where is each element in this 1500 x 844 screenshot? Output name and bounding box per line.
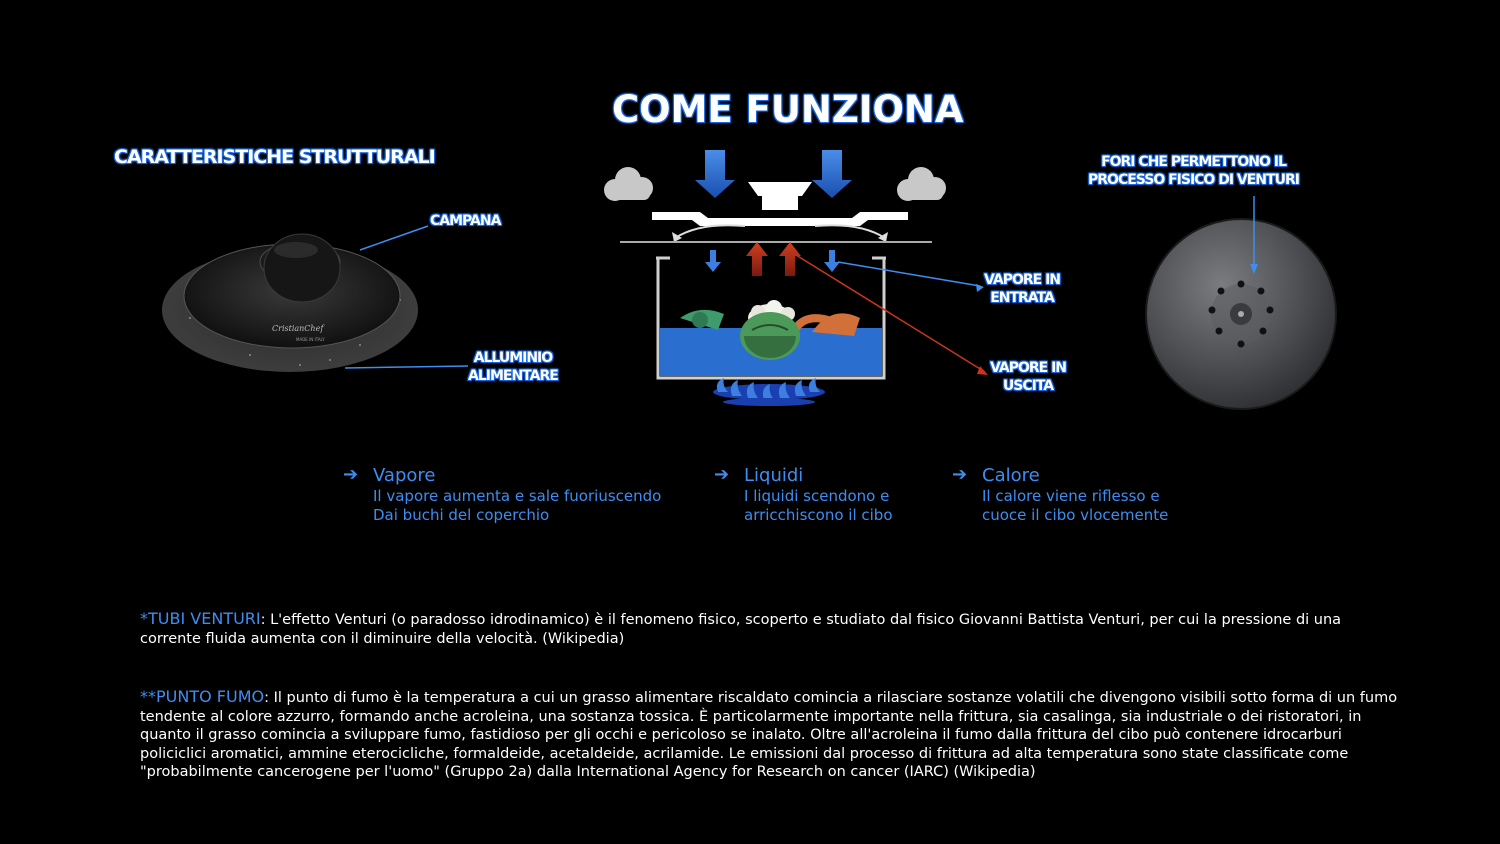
steam-outflow-arrow-left <box>746 242 768 276</box>
arrow-right-icon: ➔ <box>714 464 730 485</box>
cloud-icon-right <box>897 167 946 201</box>
cloud-icon-left <box>604 167 653 201</box>
arrow-right-icon: ➔ <box>952 464 968 485</box>
fori-venturi-label: FORI CHE PERMETTONO IL PROCESSO FISICO DI VENTURI <box>1088 154 1299 188</box>
lid-brand-text: CristianChef <box>272 324 324 333</box>
cooking-diagram <box>604 150 946 406</box>
legend-calore <box>952 464 1169 525</box>
air-inflow-arrow-right <box>812 150 852 198</box>
page-title: COME FUNZIONA <box>612 88 964 131</box>
lid-product-image <box>162 234 418 372</box>
arrow-right-icon: ➔ <box>343 464 359 485</box>
legend-line: Il vapore aumenta e sale fuoriuscendo <box>373 487 662 505</box>
note-punto-fumo <box>140 688 1405 782</box>
note-tubi-venturi <box>140 610 1405 648</box>
legend-line: Il calore viene riflesso e <box>982 487 1160 505</box>
legend-line: I liquidi scendono e <box>744 487 890 505</box>
legend-line: Dai buchi del coperchio <box>373 506 550 524</box>
diagram-lid-knob <box>748 182 812 196</box>
legend-liquidi <box>714 464 893 525</box>
structural-features-heading: CARATTERISTICHE STRUTTURALI <box>114 146 435 168</box>
vapore-entrata-pointer <box>838 262 980 286</box>
diagram-lid <box>652 212 908 226</box>
campana-label: CAMPANA <box>430 213 501 229</box>
legend-line: arricchiscono il cibo <box>744 506 893 524</box>
legend-line: cuoce il cibo vlocemente <box>982 506 1169 524</box>
legend-vapore <box>343 464 662 525</box>
alluminio-pointer <box>345 366 468 368</box>
air-inflow-arrow-left <box>695 150 735 198</box>
vapore-uscita-label: VAPORE IN USCITA <box>990 360 1067 394</box>
note-text: : L'effetto Venturi (o paradosso idrodinamico) è il fenomeno fisico, scoperto e studiato dal fisico Giovanni Battista Venturi, per cui la pressione di una corrente fluida aumenta con il diminuire della velocità. (Wikipedia) <box>140 612 1342 647</box>
lid-made-in-text: MADE IN ITALY <box>296 337 325 342</box>
campana-pointer <box>360 226 428 250</box>
note-term: **PUNTO FUMO <box>140 687 265 706</box>
legend-title: Vapore <box>373 465 436 486</box>
note-term: *TUBI VENTURI <box>140 609 261 628</box>
steam-outflow-arrow-right <box>779 242 801 276</box>
lid-top-view-image <box>1146 219 1336 409</box>
alluminio-label: ALLUMINIO ALIMENTARE <box>468 350 558 384</box>
legend-title: Calore <box>982 465 1040 486</box>
note-text: : Il punto di fumo è la temperatura a cui un grasso alimentare riscaldato comincia a rilasciare sostanze volatili che divengono visibili sotto forma di un fumo tendente al colore azzurro, formando anche acroleina, una sostanza tossica. È particolarmente importante nella frittura, sia casalinga, sia industriale o dei ristoratori, in quanto il grasso comincia a sviluppare fumo, fastidioso per gli occhi e pericoloso se inalato. Oltre all'acroleina il fumo dalla frittura del cibo può contenere idrocarburi policiclici aromatici, ammine eterocicliche, formaldeide, acetaldeide, acrilamide. Le emissioni dal processo di frittura ad alta temperatura sono state classificate come "probabilmente cancerogene per l'uomo" (Gruppo 2a) dalla International Agency for Research on cancer (IARC) (Wikipedia) <box>140 690 1398 780</box>
vapore-entrata-label: VAPORE IN ENTRATA <box>984 272 1061 306</box>
legend-title: Liquidi <box>744 465 804 486</box>
flame-icon <box>713 378 825 406</box>
